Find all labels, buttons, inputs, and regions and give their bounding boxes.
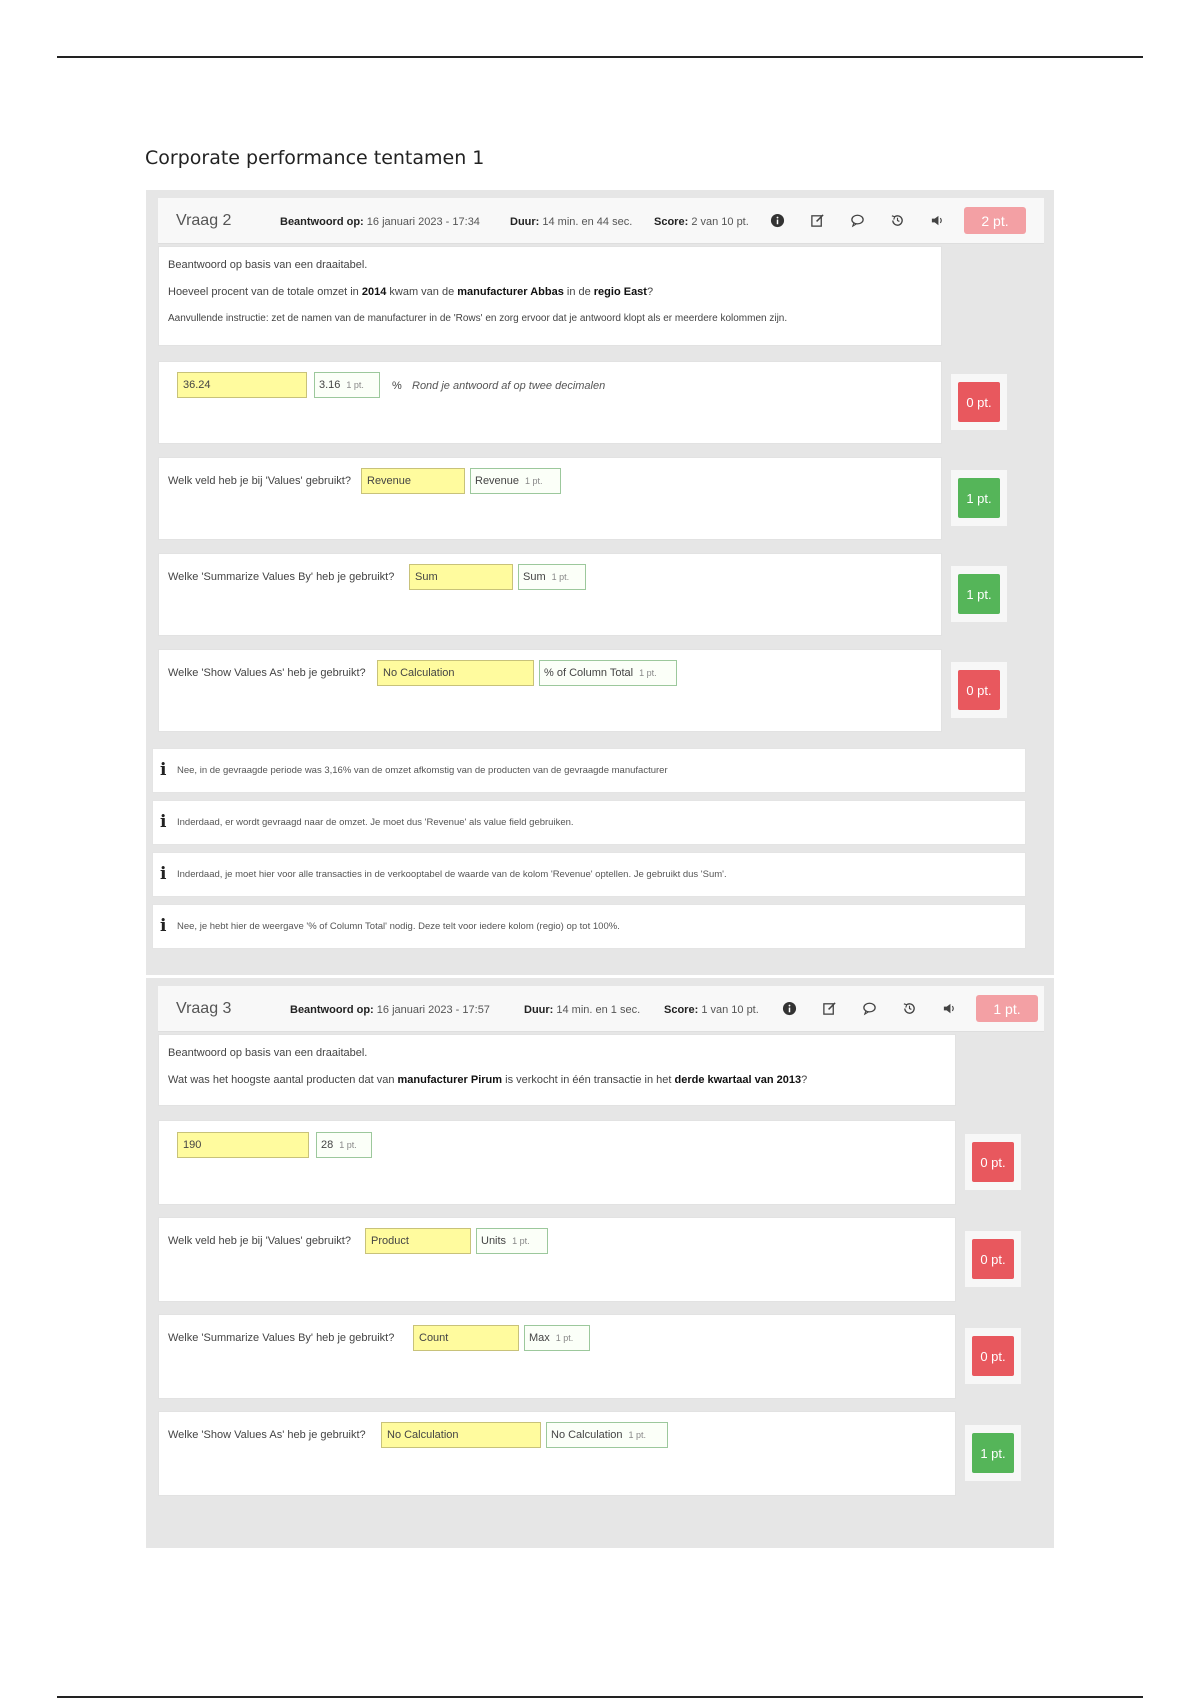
question-label: Welk veld heb je bij 'Values' gebruikt?: [168, 1235, 351, 1247]
info-icon: i: [160, 864, 167, 884]
answer-card: [158, 1217, 956, 1302]
history-icon[interactable]: [900, 999, 918, 1017]
rounding-hint: Rond je antwoord af op twee decimalen: [412, 380, 606, 392]
answer-card: [158, 457, 942, 540]
info-icon: i: [160, 812, 167, 832]
points-badge: 0 pt.: [972, 1142, 1014, 1182]
correct-answer-field: Revenue 1 pt.: [470, 468, 561, 494]
instruction-card: [158, 246, 942, 346]
document-title: Corporate performance tentamen 1: [145, 147, 485, 169]
feedback-item: [152, 800, 1026, 845]
question-number: Vraag 2: [176, 212, 232, 229]
instruction-extra: Aanvullende instructie: zet de namen van de manufacturer in de 'Rows' en zorg ervoor dat je antwoord klopt als er meerdere kolommen zijn.: [168, 313, 788, 324]
user-answer-field[interactable]: No Calculation: [377, 660, 534, 686]
answer-card: [158, 1120, 956, 1205]
question-score-badge: 2 pt.: [964, 207, 1026, 234]
instruction-question: Hoeveel procent van de totale omzet in 2014 kwam van de manufacturer Abbas in de regio East?: [168, 286, 654, 298]
points-badge: 1 pt.: [958, 574, 1000, 614]
instruction-line: Beantwoord op basis van een draaitabel.: [168, 259, 368, 271]
correct-answer-field: No Calculation 1 pt.: [546, 1422, 668, 1448]
points-cell: [965, 1328, 1021, 1384]
points-cell: [951, 662, 1007, 718]
user-answer-field[interactable]: Revenue: [361, 468, 465, 494]
unit-suffix: %: [392, 380, 402, 392]
question-header: [158, 198, 1044, 244]
question-toolbar: [780, 999, 958, 1017]
answer-card: [158, 1314, 956, 1399]
question-label: Welke 'Summarize Values By' heb je gebruikt?: [168, 571, 395, 583]
instruction-line: Beantwoord op basis van een draaitabel.: [168, 1047, 368, 1059]
info-icon: i: [160, 760, 167, 780]
answered-on: Beantwoord op: 16 januari 2023 - 17:57: [290, 1004, 490, 1016]
points-cell: [951, 470, 1007, 526]
edit-icon[interactable]: [808, 211, 826, 229]
info-icon[interactable]: [780, 999, 798, 1017]
question-label: Welke 'Show Values As' heb je gebruikt?: [168, 667, 366, 679]
question-3-screenshot: [146, 978, 1054, 1548]
score: Score: 1 van 10 pt.: [664, 1004, 759, 1016]
comment-icon[interactable]: [860, 999, 878, 1017]
points-cell: [965, 1231, 1021, 1287]
user-answer-field[interactable]: No Calculation: [381, 1422, 541, 1448]
correct-answer-field: 28 1 pt.: [316, 1132, 372, 1158]
feedback-text: Nee, je hebt hier de weergave '% of Column Total' nodig. Deze telt voor iedere kolom (regio) op tot 100%.: [177, 921, 620, 932]
points-badge: 1 pt.: [972, 1433, 1014, 1473]
correct-answer-field: 3.16 1 pt.: [314, 372, 380, 398]
points-cell: [965, 1425, 1021, 1481]
correct-answer-field: % of Column Total 1 pt.: [539, 660, 677, 686]
duration: Duur: 14 min. en 44 sec.: [510, 216, 633, 228]
score: Score: 2 van 10 pt.: [654, 216, 749, 228]
answered-on: Beantwoord op: 16 januari 2023 - 17:34: [280, 216, 480, 228]
feedback-item: [152, 904, 1026, 949]
answer-card: [158, 1411, 956, 1496]
duration: Duur: 14 min. en 1 sec.: [524, 1004, 641, 1016]
speaker-icon[interactable]: [928, 211, 946, 229]
user-answer-field[interactable]: Count: [413, 1325, 519, 1351]
feedback-item: [152, 748, 1026, 793]
user-answer-field[interactable]: 36.24: [177, 372, 307, 398]
user-answer-field[interactable]: Product: [365, 1228, 471, 1254]
info-icon: i: [160, 916, 167, 936]
correct-answer-field: Sum 1 pt.: [518, 564, 586, 590]
answer-card: [158, 553, 942, 636]
points-cell: [951, 374, 1007, 430]
correct-answer-field: Units 1 pt.: [476, 1228, 548, 1254]
speaker-icon[interactable]: [940, 999, 958, 1017]
user-answer-field[interactable]: 190: [177, 1132, 309, 1158]
history-icon[interactable]: [888, 211, 906, 229]
question-2-screenshot: [146, 190, 1054, 975]
question-label: Welke 'Show Values As' heb je gebruikt?: [168, 1429, 366, 1441]
answer-card: [158, 361, 942, 444]
instruction-question: Wat was het hoogste aantal producten dat van manufacturer Pirum is verkocht in één transactie in het derde kwartaal van 2013?: [168, 1074, 808, 1086]
points-badge: 0 pt.: [972, 1336, 1014, 1376]
edit-icon[interactable]: [820, 999, 838, 1017]
page-bottom-rule: [57, 1696, 1143, 1698]
page-top-rule: [57, 56, 1143, 58]
points-badge: 0 pt.: [958, 670, 1000, 710]
comment-icon[interactable]: [848, 211, 866, 229]
points-cell: [965, 1134, 1021, 1190]
question-header: [158, 986, 1044, 1032]
points-badge: 1 pt.: [958, 478, 1000, 518]
feedback-text: Nee, in de gevraagde periode was 3,16% van de omzet afkomstig van de producten van de gevraagde manufacturer: [177, 765, 668, 776]
feedback-item: [152, 852, 1026, 897]
question-score-badge: 1 pt.: [976, 995, 1038, 1022]
user-answer-field[interactable]: Sum: [409, 564, 513, 590]
answer-card: [158, 649, 942, 732]
info-icon[interactable]: [768, 211, 786, 229]
points-cell: [951, 566, 1007, 622]
feedback-text: Inderdaad, je moet hier voor alle transacties in de verkooptabel de waarde van de kolom 'Revenue' optellen. Je gebruikt dus 'Sum'.: [177, 869, 727, 880]
points-badge: 0 pt.: [972, 1239, 1014, 1279]
question-label: Welk veld heb je bij 'Values' gebruikt?: [168, 475, 351, 487]
instruction-card: [158, 1034, 956, 1106]
question-number: Vraag 3: [176, 1000, 232, 1017]
points-badge: 0 pt.: [958, 382, 1000, 422]
question-label: Welke 'Summarize Values By' heb je gebruikt?: [168, 1332, 395, 1344]
feedback-text: Inderdaad, er wordt gevraagd naar de omzet. Je moet dus 'Revenue' als value field gebruiken.: [177, 817, 574, 828]
correct-answer-field: Max 1 pt.: [524, 1325, 590, 1351]
question-toolbar: [768, 211, 946, 229]
